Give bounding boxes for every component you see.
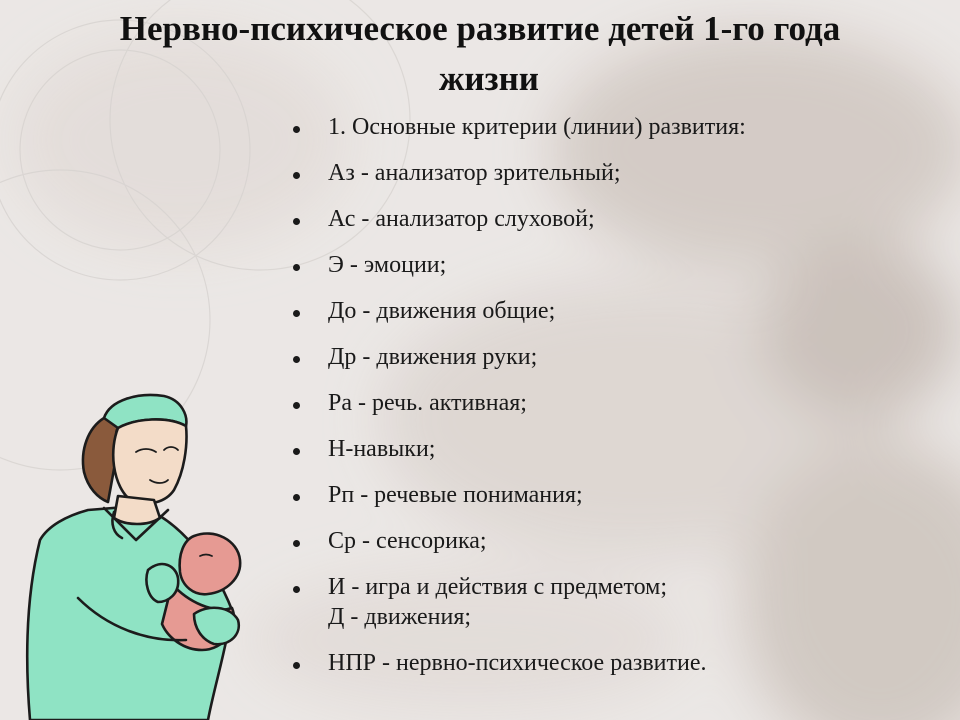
list-item: Ра - речь. активная; bbox=[290, 388, 950, 418]
list-item: Аз - анализатор зрительный; bbox=[290, 158, 950, 188]
bullet-icon bbox=[293, 540, 300, 547]
list-item: 1. Основные критерии (линии) развития: bbox=[290, 112, 950, 142]
list-item: И - игра и действия с предметом; Д - движения; bbox=[290, 572, 950, 632]
list-item: Рп - речевые понимания; bbox=[290, 480, 950, 510]
bullet-icon bbox=[293, 662, 300, 669]
bullet-icon bbox=[293, 586, 300, 593]
bullet-icon bbox=[293, 126, 300, 133]
list-item: Ас - анализатор слуховой; bbox=[290, 204, 950, 234]
bullet-icon bbox=[293, 448, 300, 455]
bullet-icon bbox=[293, 402, 300, 409]
bullet-icon bbox=[293, 172, 300, 179]
bullet-icon bbox=[293, 264, 300, 271]
bullet-icon bbox=[293, 356, 300, 363]
slide-title bbox=[0, 4, 960, 104]
list-item: Н-навыки; bbox=[290, 434, 950, 464]
bullet-icon bbox=[293, 494, 300, 501]
bullet-icon bbox=[293, 218, 300, 225]
list-item: Др - движения руки; bbox=[290, 342, 950, 372]
criteria-list bbox=[290, 112, 950, 678]
title-line-1: Нервно-психическое развитие детей 1-го года bbox=[119, 9, 841, 48]
list-item: До - движения общие; bbox=[290, 296, 950, 326]
bullet-icon bbox=[293, 310, 300, 317]
title-line-2: жизни bbox=[439, 59, 539, 98]
nurse-holding-baby-illustration bbox=[18, 388, 278, 720]
list-item: НПР - нервно-психическое развитие. bbox=[290, 648, 950, 678]
list-item: Ср - сенсорика; bbox=[290, 526, 950, 556]
list-item: Э - эмоции; bbox=[290, 250, 950, 280]
